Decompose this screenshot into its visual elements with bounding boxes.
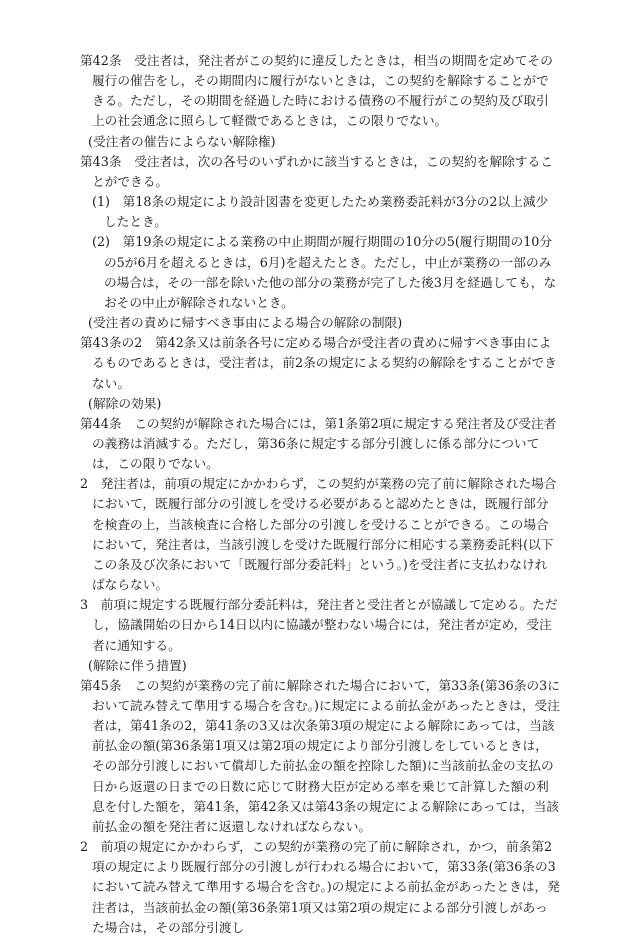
heading-termination-restriction: (受注者の責めに帰すべき事由による場合の解除の制限) (88, 315, 403, 331)
article-44: 第44条 この契約が解除された場合には，第1条第2項に規定する発注者及び受注者の義務は消滅する。ただし，第36条に規定する部分引渡しに係る部分については，この限りでない。 (80, 415, 557, 472)
article-44-paragraph-3: 3 前項に規定する既履行部分委託料は，発注者と受注者とが協議して定める。ただし，協議開始の日から14日以内に協議が整わない場合には，発注者が定め，受注者に通知する。 (80, 597, 558, 653)
article-43-item-2: (2) 第19条の規定による業務の中止期間が履行期間の10分の5(履行期間の10分の5が6月を超えるときは，6月)を超えたとき。ただし，中止が業務の一部のみの場合は，その一部を除いた他の部分の業務が完了した後3月を経過しても，なおその中止が解除されないとき。 (92, 234, 557, 310)
article-45-paragraph-2: 2 前項の規定にかかわらず，この契約が業務の完了前に解除され，かつ，前条第2項の規定により既履行部分の引渡しが行われる場合において，第33条(第36条の3において読み替えて準用する場合を含む。)の規定による前払金があったときは，発注者は，当該前払金の額(第36条第1項又は第2項の規定による部分引渡しがあった場合は，その部分引渡し (80, 839, 560, 935)
heading-measures-on-termination: (解除に伴う措置) (88, 657, 187, 673)
article-43: 第43条 受注者は，次の各号のいずれかに該当するときは，この契約を解除することができる。 (80, 153, 553, 189)
article-44-paragraph-2: 2 発注者は，前項の規定にかかわらず，この契約が業務の完了前に解除された場合において，既履行部分の引渡しを受ける必要があると認めたときは，既履行部分を検査の上，当該検査に合格した部分の引渡しを受けることができる。この場合において，発注者は，当該引渡しを受けた既履行部分に相応する業務委託料(以下この条及び次条において「既履行部分委託料」という。)を受注者に支払わなければならない。 (80, 476, 557, 593)
article-45: 第45条 この契約が業務の完了前に解除された場合において，第33条(第36条の3において読み替えて準用する場合を含む。)に規定による前払金があったときは，受注者は，第41条の2，第41条の3又は次条第3項の規定による解除にあっては，当該前払金の額(第36条第1項又は第2項の規定により部分引渡しをしているときは，その部分引渡しにおいて償却した前払金の額を控除した額)に当該前払金の支払の日から返還の日までの日数に応じて財務大臣が定める率を乗じて計算した額の利息を付した額を，第41条，第42条又は第43条の規定による解除にあっては，当該前払金の額を発注者に返還しなければならない。 (80, 677, 560, 834)
heading-termination-without-notice: (受注者の催告によらない解除権) (88, 133, 276, 149)
document-body (80, 51, 560, 938)
article-42: 第42条 受注者は，発注者がこの契約に違反したときは，相当の期間を定めてその履行の催告をし，その期間内に履行がないときは，この契約を解除することができる。ただし，その期間を経過した時における債務の不履行がこの契約及び取引上の社会通念に照らして軽微であるときは，この限りでない。 (80, 53, 553, 129)
article-43-item-1: (1) 第18条の規定により設計図書を変更したため業務委託料が3分の2以上減少したとき。 (92, 194, 549, 230)
heading-effect-of-termination: (解除の効果) (88, 395, 162, 411)
article-43-2: 第43条の2 第42条又は前条各号に定める場合が受注者の責めに帰すべき事由によるものであるときは，受注者は，前2条の規定による契約の解除をすることができない。 (80, 335, 557, 391)
